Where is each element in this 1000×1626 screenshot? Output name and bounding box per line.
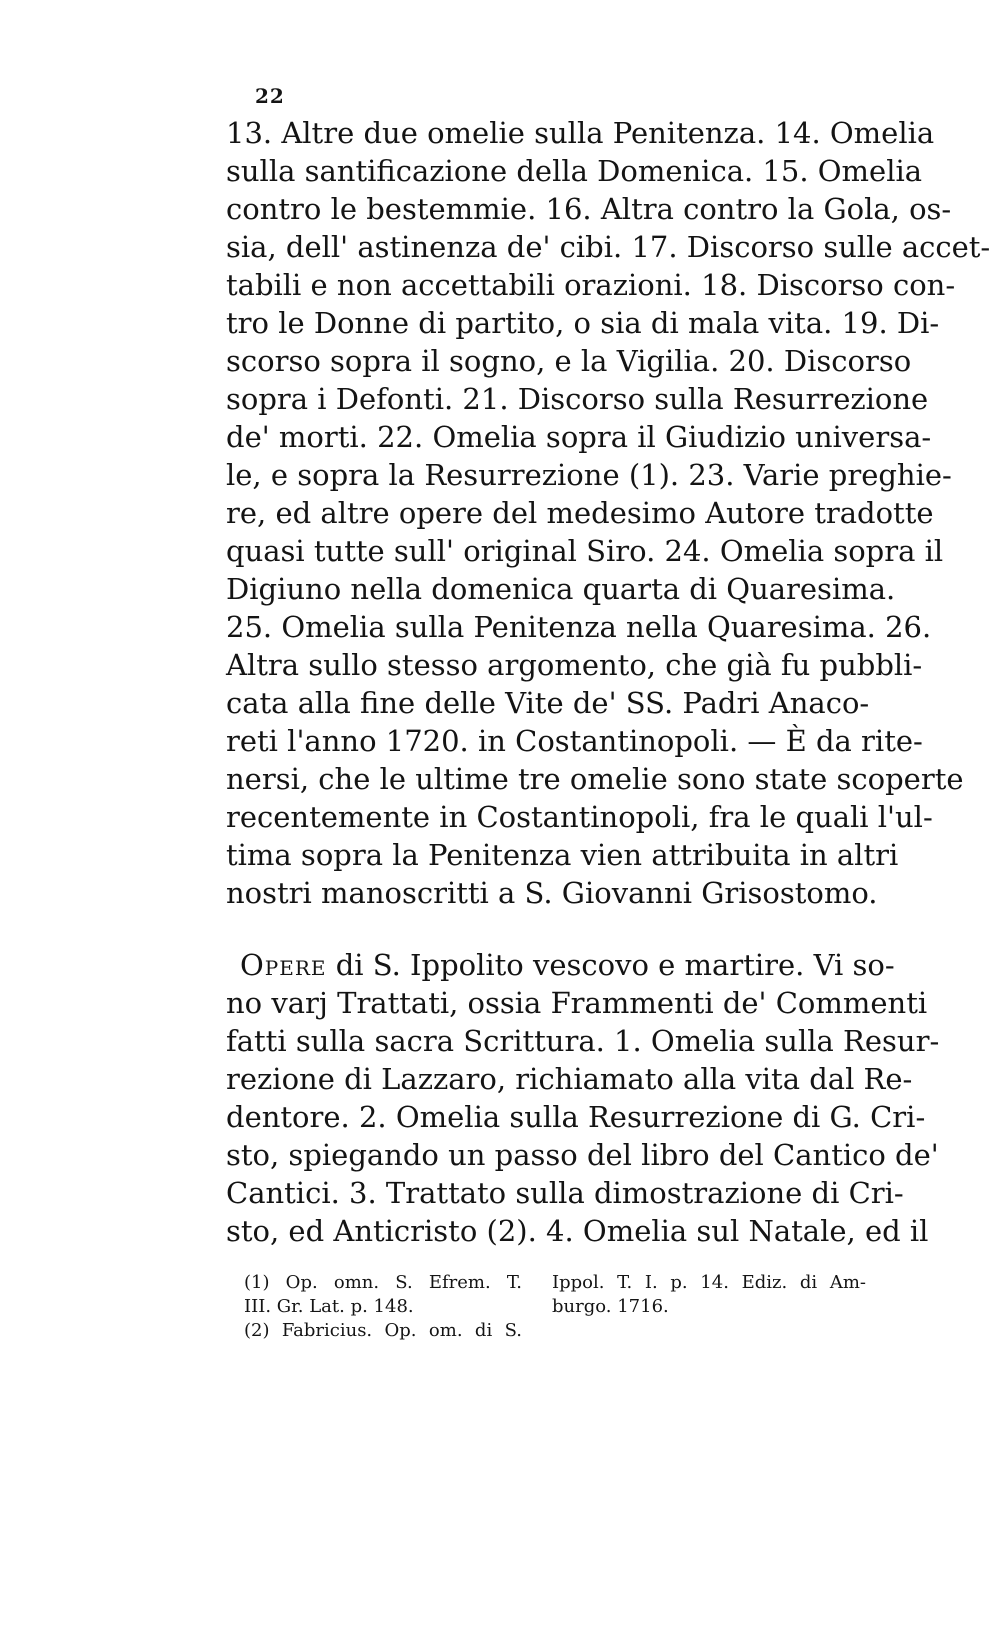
text-line: Digiuno nella domenica quarta di Quaresima.: [226, 572, 896, 606]
text-line: nersi, che le ultime tre omelie sono state scoperte: [226, 762, 964, 796]
footnote-line: (2) Fabricius. Op. om. di S.: [244, 1320, 522, 1341]
text-line: rezione di Lazzaro, richiamato alla vita dal Re-: [226, 1062, 913, 1096]
text-line: sia, dell' astinenza de' cibi. 17. Discorso sulle accet-: [226, 230, 991, 264]
text-line: tima sopra la Penitenza vien attribuita in altri: [226, 838, 899, 872]
text-line: fatti sulla sacra Scrittura. 1. Omelia sulla Resur-: [226, 1024, 940, 1058]
page-number: 22: [255, 84, 285, 108]
text-line: Altra sullo stesso argomento, che già fu pubbli-: [226, 648, 923, 682]
text-line: tro le Donne di partito, o sia di mala vita. 19. Di-: [226, 306, 940, 340]
footnote-line: Ippol. T. I. p. 14. Ediz. di Am-: [552, 1272, 866, 1293]
text-line: re, ed altre opere del medesimo Autore tradotte: [226, 496, 934, 530]
text-line: quasi tutte sull' original Siro. 24. Omelia sopra il: [226, 534, 944, 568]
text-line: no varj Trattati, ossia Frammenti de' Commenti: [226, 986, 928, 1020]
text-line: 25. Omelia sulla Penitenza nella Quaresima. 26.: [226, 610, 932, 644]
text-line: tabili e non accettabili orazioni. 18. Discorso con-: [226, 268, 956, 302]
text-span: di S. Ippolito vescovo e martire. Vi so-: [326, 948, 895, 982]
text-line: de' morti. 22. Omelia sopra il Giudizio universa-: [226, 420, 932, 454]
footnote-line: burgo. 1716.: [552, 1296, 669, 1317]
text-line: 13. Altre due omelie sulla Penitenza. 14. Omelia: [226, 116, 935, 150]
text-line: nostri manoscritti a S. Giovanni Grisostomo.: [226, 876, 878, 910]
text-line: reti l'anno 1720. in Costantinopoli. — È da rite-: [226, 724, 923, 758]
text-line: sto, ed Anticristo (2). 4. Omelia sul Natale, ed il: [226, 1214, 929, 1248]
text-line: dentore. 2. Omelia sulla Resurrezione di G. Cri-: [226, 1100, 926, 1134]
text-line: recentemente in Costantinopoli, fra le quali l'ul-: [226, 800, 933, 834]
section-lead-word: Opere: [240, 948, 327, 982]
text-line: cata alla fine delle Vite de' SS. Padri Anaco-: [226, 686, 870, 720]
text-line: le, e sopra la Resurrezione (1). 23. Varie preghie-: [226, 458, 952, 492]
text-line: sulla santificazione della Domenica. 15. Omelia: [226, 154, 923, 188]
footnote-line: III. Gr. Lat. p. 148.: [244, 1296, 414, 1317]
text-line: scorso sopra il sogno, e la Vigilia. 20. Discorso: [226, 344, 912, 378]
text-line: [240, 947, 895, 983]
text-line: sopra i Defonti. 21. Discorso sulla Resurrezione: [226, 382, 929, 416]
text-line: contro le bestemmie. 16. Altra contro la Gola, os-: [226, 192, 952, 226]
text-line: Cantici. 3. Trattato sulla dimostrazione di Cri-: [226, 1176, 904, 1210]
text-line: sto, spiegando un passo del libro del Cantico de': [226, 1138, 939, 1172]
footnote-line: (1) Op. omn. S. Efrem. T.: [244, 1272, 522, 1293]
